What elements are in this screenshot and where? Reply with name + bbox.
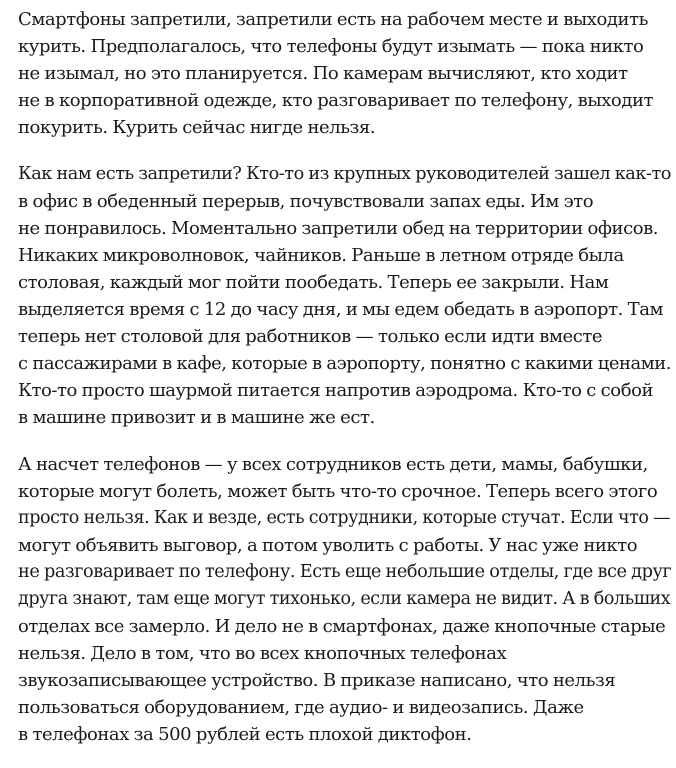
text-line: Как нам есть запретили? Кто-то из крупных руководителей зашел как-то (18, 164, 671, 184)
text-line: могут объявить выговор, а потом уволить с работы. У нас уже никто (18, 535, 638, 556)
text-line: не разговаривает по телефону. Есть еще небольшие отделы, где все друг (18, 562, 672, 582)
text-line: покурить. Курить сейчас нигде нельзя. (18, 117, 376, 138)
article-body (18, 6, 672, 768)
text-line: отделах все замерло. И дело не в смартфонах, даже кнопочные старые (18, 616, 666, 637)
text-line: теперь нет столовой для работников — только если идти вместе (18, 326, 603, 347)
text-line: не в корпоративной одежде, кто разговаривает по телефону, выходит (18, 90, 654, 111)
text-line: курить. Предполагалось, что телефоны будут изымать — пока никто (18, 36, 644, 57)
text-line: выделяется время с 12 до часу дня, и мы едем обедать в аэропорт. Там (18, 299, 664, 320)
text-line: столовая, каждый мог пойти пообедать. Теперь ее закрыли. Нам (18, 272, 609, 293)
text-line: А насчет телефонов — у всех сотрудников есть дети, мамы, бабушки, (18, 454, 648, 475)
text-line: звукозаписывающее устройство. В приказе написано, что нельзя (18, 670, 616, 691)
paragraph-eating-ban (18, 161, 672, 431)
text-line: которые могут болеть, может быть что-то срочное. Теперь всего этого (18, 481, 658, 502)
text-line: нельзя. Дело в том, что во всех кнопочных телефонах (18, 643, 507, 664)
text-line: Смартфоны запретили, запретили есть на рабочем месте и выходить (18, 9, 648, 30)
text-line: Кто-то просто шаурмой питается напротив аэродрома. Кто-то с собой (18, 380, 654, 401)
text-line: не понравилось. Моментально запретили обед на территории офисов. (18, 218, 659, 239)
paragraph-smartphones-ban (18, 6, 668, 141)
text-line: в телефонах за 500 рублей есть плохой диктофон. (18, 724, 472, 745)
text-line: в офис в обеденный перерыв, почувствовали запах еды. Им это (18, 191, 594, 212)
text-line: не изымал, но это планируется. По камерам вычисляют, кто ходит (18, 63, 628, 84)
text-line: с пассажирами в кафе, которые в аэропорту, понятно с какими ценами. (18, 353, 672, 374)
text-line: пользоваться оборудованием, где аудио- и видеозапись. Даже (18, 697, 584, 718)
text-line: в машине привозит и в машине же ест. (18, 407, 375, 428)
paragraph-phones (18, 451, 672, 748)
text-line: просто нельзя. Как и везде, есть сотрудники, которые стучат. Если что — (18, 508, 671, 528)
text-line: Никаких микроволновок, чайников. Раньше в летном отряде была (18, 245, 624, 266)
text-line: друга знают, там еще могут тихонько, если камера не видит. А в больших (18, 589, 671, 609)
